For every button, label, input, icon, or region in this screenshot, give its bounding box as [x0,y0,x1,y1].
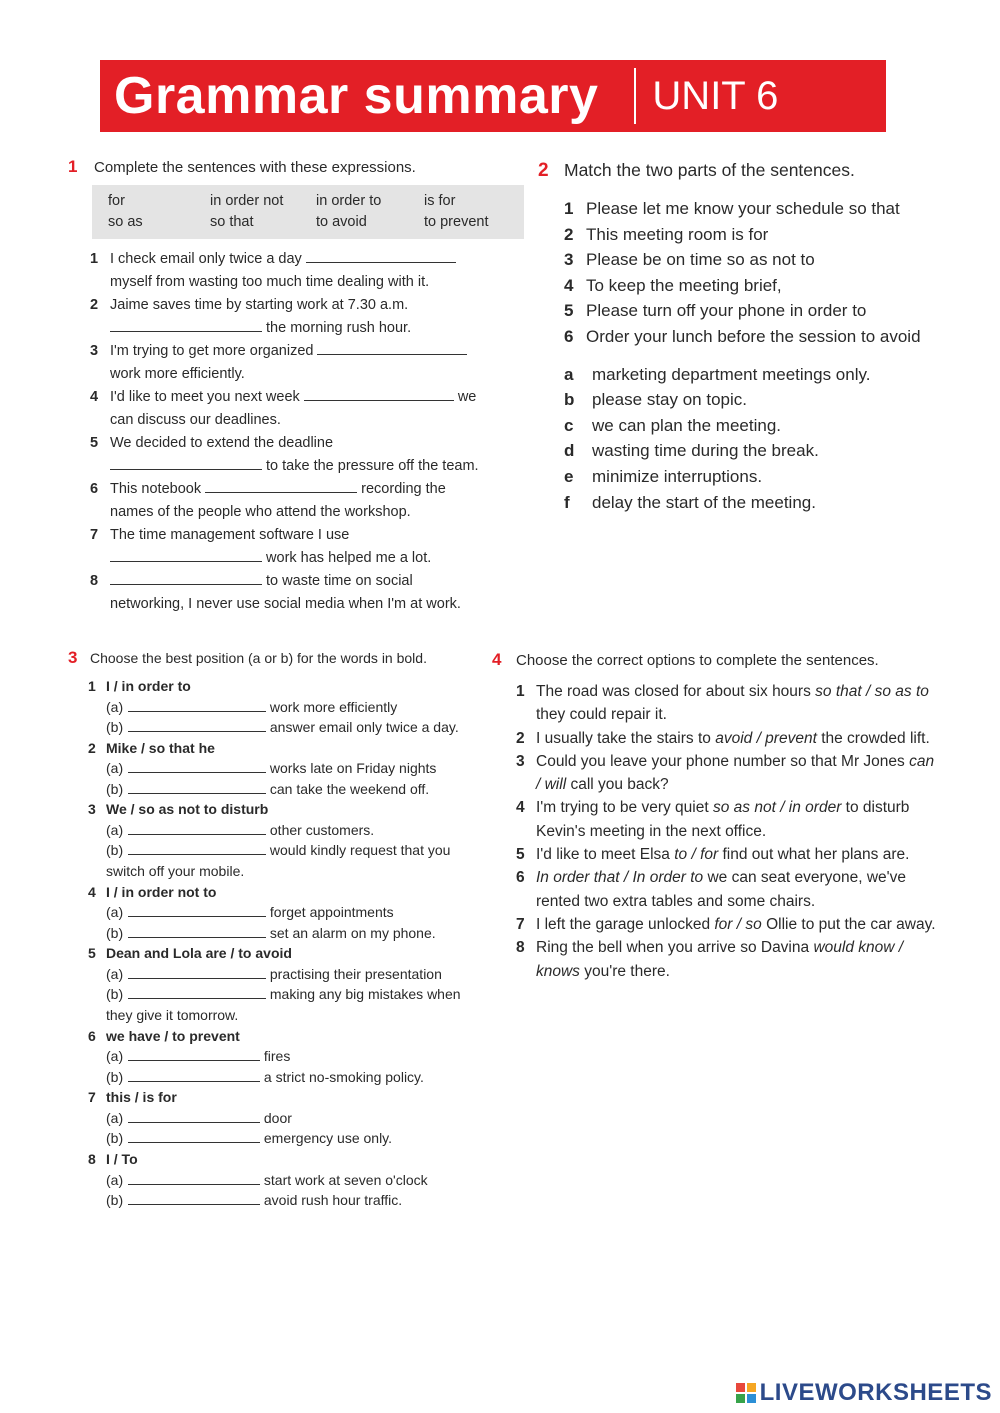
answer-blank[interactable] [128,1067,260,1082]
option-label: (a) [106,821,124,838]
item-text: networking, I never use social media when I'm at work. [110,596,461,612]
item-text: names of the people who attend the workshop. [110,504,411,520]
sentence-end [564,438,958,464]
item-text: practising their presentation [269,965,442,982]
item-text: Please let me know your schedule so that [586,199,900,218]
option-choice[interactable]: In order that / In order to [536,869,704,887]
expression: to avoid [316,214,367,230]
answer-blank[interactable] [317,340,467,355]
list-item [516,680,952,727]
exercise-1-list [90,248,518,616]
item-letter: c [564,415,574,435]
item-text: work more efficiently [269,698,398,715]
item-number: 6 [564,326,574,346]
exercise-1-heading [68,157,518,177]
answer-blank[interactable] [128,902,266,917]
item-text: the crowded lift. [816,729,930,747]
bold-words: Dean and Lola are / to avoid [106,945,292,962]
list-item [88,799,488,881]
bold-words: I / To [106,1151,138,1167]
exercise-number: 1 [68,157,78,176]
bold-words: I / in order to [106,678,191,694]
item-text: marketing department meetings only. [592,364,871,384]
item-text: I'm trying to be very quiet [536,799,713,817]
item-text: works late on Friday nights [269,760,437,777]
item-number: 5 [88,945,96,962]
item-text: This meeting room is for [586,224,769,244]
item-number: 6 [88,1027,96,1044]
item-number: 4 [90,389,99,405]
list-item [90,570,518,616]
item-text: I'm trying to get more organized [110,343,314,359]
answer-blank[interactable] [110,547,262,562]
item-text: Please be on time so as not to [586,250,815,270]
item-text: forget appointments [269,904,394,921]
list-item [90,294,518,340]
list-item [90,248,518,294]
answer-blank[interactable] [128,1128,260,1143]
sentence-start [564,247,958,273]
item-number: 8 [516,939,525,957]
answer-blank[interactable] [128,697,266,712]
list-item [90,386,518,432]
list-item [88,943,488,1025]
item-text: I'd like to meet Elsa [536,846,675,864]
item-text: they could repair it. [536,706,667,724]
exercise-3-heading [68,648,488,668]
item-text: other customers. [269,821,375,838]
item-text: I left the garage unlocked [536,915,715,933]
item-text: The time management software I use [110,527,350,543]
item-number: 3 [88,801,96,818]
item-text: the morning rush hour. [266,320,412,336]
item-text: call you back? [566,776,669,794]
bold-words: we have / to prevent [106,1027,240,1044]
sentence-start [564,324,958,350]
item-text: we can seat everyone, we've rented two extra tables and some chairs. [536,869,907,910]
exercise-instruction: Choose the best position (a or b) for the words in bold. [90,650,427,666]
option-label: (b) [106,924,124,941]
item-number: 1 [88,678,96,694]
item-text: I usually take the stairs to [536,729,716,747]
option-label: (a) [106,1048,124,1065]
option-label: (b) [106,986,124,1003]
item-text: Jaime saves time by starting work at 7.30 a.m. [110,297,409,313]
list-item [88,882,488,944]
answer-blank[interactable] [128,779,266,794]
expression: so as [108,214,143,230]
answer-blank[interactable] [128,1108,260,1123]
item-number: 7 [90,527,99,543]
answer-blank[interactable] [128,1190,260,1205]
list-item [90,524,518,570]
option-choice[interactable]: for / so [714,915,762,933]
item-number: 4 [564,275,574,295]
answer-blank[interactable] [128,1046,260,1061]
item-number: 4 [516,799,525,817]
answer-blank[interactable] [128,840,266,855]
title-banner [100,60,886,132]
option-label: (a) [106,698,124,715]
item-text: work more efficiently. [110,366,245,382]
item-text: I'd like to meet you next week [110,389,300,405]
sentence-end [564,464,958,490]
item-text: recording the [361,481,446,497]
list-item [90,432,518,478]
answer-blank[interactable] [110,455,262,470]
exercise-3 [68,648,488,1211]
item-text: a strict no-smoking policy. [263,1068,424,1085]
item-text: delay the start of the meeting. [592,492,816,512]
exercise-instruction: Choose the correct options to complete the sentences. [516,652,879,669]
item-text: find out what her plans are. [718,846,910,864]
item-number: 3 [516,752,525,770]
option-choice[interactable]: avoid / prevent [715,729,817,747]
item-number: 2 [90,297,99,313]
unit-label: UNIT 6 [652,73,779,118]
answer-blank[interactable] [304,386,454,401]
item-text: to take the pressure off the team. [266,458,479,474]
item-text: would kindly request that you [269,842,451,859]
list-item [90,340,518,386]
bold-words: this / is for [106,1089,177,1106]
item-number: 6 [516,869,525,887]
option-label: (a) [106,965,124,982]
answer-blank[interactable] [110,317,262,332]
list-item [516,936,952,983]
item-text: making any big mistakes when [269,986,461,1003]
item-text: we [457,389,477,405]
sentence-start [564,222,958,248]
item-number: 6 [90,481,99,497]
exercise-4-heading [492,650,952,670]
item-letter: f [564,492,570,512]
liveworksheets-icon [736,1383,756,1403]
answer-blank[interactable] [128,1170,260,1185]
bold-words: We / so as not to disturb [106,801,269,818]
answer-blank[interactable] [128,923,266,938]
item-text: We decided to extend the deadline [110,435,334,451]
list-item [516,796,952,843]
item-text: I check email only twice a day [110,251,302,267]
bold-words: I / in order not to [106,883,217,900]
answer-blank[interactable] [128,984,266,999]
item-number: 8 [88,1151,96,1167]
item-text: The road was closed for about six hours [536,683,816,700]
expression: for [108,193,125,209]
answer-blank[interactable] [128,717,266,732]
list-item [88,1087,488,1149]
page-title: Grammar summary [114,67,599,125]
list-item [88,1149,488,1211]
exercise-2-heading [538,160,958,182]
sentence-end [564,362,958,388]
item-text: answer email only twice a day. [269,719,459,736]
item-number: 4 [88,883,96,900]
sentence-start [564,196,958,222]
item-number: 3 [90,343,99,359]
exercise-2 [538,160,958,515]
item-letter: b [564,390,575,410]
item-number: 2 [564,224,574,244]
list-item [88,1026,488,1088]
option-label: (a) [106,1109,124,1126]
sentence-end [564,413,958,439]
option-label: (b) [106,1192,124,1209]
expression: so that [210,214,254,230]
list-item [516,866,952,913]
list-item [516,727,952,750]
option-choice[interactable]: so that / so as to [815,683,929,700]
expression: is for [424,193,456,209]
item-number: 1 [516,683,525,700]
sentence-start [564,298,958,324]
item-text: you're there. [579,962,670,980]
item-text: to disturb Kevin's meeting in the next office. [536,799,910,840]
item-text: fires [263,1048,291,1065]
item-text: Order your lunch before the session to avoid [586,326,921,346]
item-text: This notebook [110,481,202,497]
option-label: (a) [106,760,124,777]
exercise-instruction: Complete the sentences with these expressions. [94,159,416,176]
bold-words: Mike / so that he [106,739,215,756]
answer-blank[interactable] [128,964,266,979]
item-text: Ollie to put the car away. [761,915,936,933]
expression: to prevent [424,214,489,230]
item-text: wasting time during the break. [592,441,819,461]
answer-blank[interactable] [110,570,262,585]
option-label: (b) [106,780,124,797]
item-text: work has helped me a lot. [266,550,432,566]
option-label: (b) [106,1130,124,1147]
item-number: 7 [516,915,525,933]
title-divider [634,68,636,124]
item-text: set an alarm on my phone. [269,924,436,941]
option-label: (b) [106,842,124,859]
list-item [90,478,518,524]
item-text: door [263,1109,292,1126]
item-letter: a [564,364,574,384]
sentence-end [564,387,958,413]
exercise-number: 2 [538,160,549,181]
item-text: can discuss our deadlines. [110,412,281,428]
option-label: (a) [106,1171,124,1188]
item-text: emergency use only. [263,1130,393,1147]
item-text: please stay on topic. [592,390,747,410]
option-choice[interactable]: can / will [536,752,935,794]
exercise-3-list [88,676,488,1211]
brand-name: LIVEWORKSHEETS [759,1379,992,1406]
sentence-start [564,273,958,299]
item-text: Could you leave your phone number so that Mr Jones [536,752,910,770]
item-text: minimize interruptions. [592,466,763,486]
item-text: switch off your mobile. [106,863,245,880]
item-text: To keep the meeting brief, [586,275,782,295]
list-item [88,738,488,800]
item-text: Please turn off your phone in order to [586,301,867,321]
item-number: 5 [90,435,99,451]
answer-blank[interactable] [205,478,357,493]
item-text: can take the weekend off. [269,780,430,797]
option-label: (b) [106,1068,124,1085]
answer-blank[interactable] [128,758,266,773]
item-text: start work at seven o'clock [263,1171,428,1188]
expression: in order not [210,193,284,209]
item-text: myself from wasting too much time dealing with it. [110,274,430,290]
liveworksheets-logo[interactable] [736,1379,992,1407]
item-text: they give it tomorrow. [106,1007,239,1024]
item-text: to waste time on social [266,573,413,589]
item-number: 5 [564,301,574,321]
item-number: 7 [88,1089,96,1106]
option-label: (b) [106,719,124,736]
list-item [516,750,952,797]
option-choice[interactable]: so as not / in order [712,799,842,817]
exercise-4-list [516,680,952,983]
option-choice[interactable]: to / for [674,846,719,864]
item-number: 5 [516,846,525,864]
item-text: Ring the bell when you arrive so Davina [536,939,814,957]
exercise-2-list [564,196,958,515]
item-number: 8 [90,573,99,589]
item-text: avoid rush hour traffic. [263,1192,403,1209]
expression: in order to [316,193,382,209]
expression-box [92,185,524,239]
item-number: 1 [564,199,574,218]
exercise-4 [492,650,952,983]
exercise-1 [68,157,518,616]
item-number: 3 [564,250,574,270]
item-number: 1 [90,251,99,267]
option-choice[interactable]: would know / knows [536,939,904,980]
answer-blank[interactable] [306,248,456,263]
list-item [516,843,952,866]
item-letter: e [564,466,574,486]
option-label: (a) [106,904,124,921]
item-letter: d [564,441,575,461]
list-item [88,676,488,738]
item-number: 2 [88,739,96,756]
list-item [516,913,952,936]
exercise-number: 4 [492,650,502,669]
item-text: we can plan the meeting. [592,415,782,435]
exercise-number: 3 [68,648,78,667]
sentence-end [564,490,958,516]
exercise-instruction: Match the two parts of the sentences. [564,160,855,180]
answer-blank[interactable] [128,820,266,835]
item-number: 2 [516,729,525,747]
